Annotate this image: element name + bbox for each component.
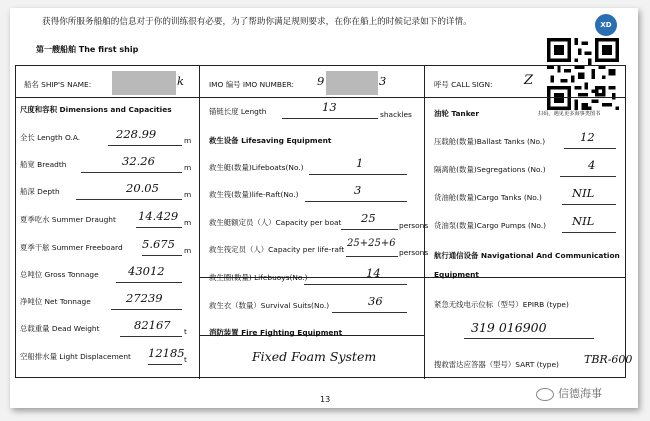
segregations-value: 4 [588, 158, 596, 172]
tanker-heading: 油轮 Tanker [434, 109, 480, 118]
sart-label: 搜救雷达应答器（型号）SART (type) [434, 360, 559, 369]
anchor-chain-unit: shackles [380, 110, 412, 119]
intro-text: 获得你所服务船舶的信息对于你的训练很有必要，为了帮助你满足规则要求，在你在船上的时候记录如下的详情。 [42, 17, 472, 27]
summer-draught-value: 14.429 [138, 209, 179, 223]
capacity-per-boat-value: 25 [361, 211, 376, 225]
capacity-per-raft-unit: persons [399, 248, 429, 257]
epirb-label: 紧急无线电示位标（型号）EPIRB (type) [434, 300, 569, 309]
light-displacement-value: 12185 [148, 346, 185, 360]
breadth-value: 32.26 [122, 154, 155, 168]
redacted-imo-number [326, 71, 378, 95]
watermark [536, 385, 602, 401]
net-tonnage-value: 27239 [126, 291, 163, 305]
cargo-pumps-value: NIL [572, 214, 595, 228]
summer-freeboard-value: 5.675 [142, 237, 175, 251]
form-page [10, 8, 638, 408]
ship-name-label: 船名 SHIP'S NAME: [24, 80, 92, 89]
lifeboats-label: 救生艇(数量)Lifeboats(No.) [209, 163, 304, 172]
nav-comm-heading-cont: Equipment [434, 270, 479, 279]
depth-value: 20.05 [126, 181, 159, 195]
ship-name-value: k [177, 74, 184, 88]
ballast-tanks-value: 12 [580, 130, 595, 144]
wechat-icon [536, 388, 554, 401]
fire-fighting-value: Fixed Foam System [252, 349, 377, 364]
breadth-unit: m [184, 163, 192, 172]
dead-weight-value: 82167 [134, 318, 171, 332]
lifeboats-value: 1 [356, 156, 364, 170]
lifebuoys-value: 14 [366, 266, 381, 280]
summer-draught-label: 夏季吃水 Summer Draught [20, 215, 116, 224]
imo-label: IMO 编号 IMO NUMBER: [209, 80, 295, 89]
cargo-tanks-value: NIL [572, 186, 595, 200]
summer-freeboard-unit: m [184, 246, 192, 255]
imo-value-end: 3 [379, 74, 387, 88]
net-tonnage-label: 净吨位 Net Tonnage [20, 297, 91, 306]
sart-value: TBR-600 [584, 353, 633, 366]
redacted-ship-name [112, 71, 176, 95]
gross-tonnage-label: 总吨位 Gross Tonnage [20, 270, 99, 279]
watermark-text: 信德海事 [558, 387, 602, 400]
survival-suits-value: 36 [368, 294, 383, 308]
lifebuoys-label: 救生圈(数量) Lifebuoys(No.) [209, 273, 308, 282]
summer-freeboard-label: 夏季干舷 Summer Freeboard [20, 243, 123, 252]
capacity-per-boat-label: 救生艇额定员（人）Capacity per boat [209, 218, 342, 227]
epirb-value: 319 016900 [471, 320, 547, 335]
ballast-tanks-label: 压载舱(数量)Ballast Tanks (No.) [434, 137, 546, 146]
segregations-label: 隔离舱(数量)Segregations (No.) [434, 165, 546, 174]
survival-suits-label: 救生衣（数量）Survival Suits(No.) [209, 301, 330, 310]
page-number: 13 [320, 395, 331, 404]
call-sign-label: 呼号 CALL SIGN: [434, 80, 493, 89]
anchor-chain-label: 锚链长度 Length [209, 107, 267, 116]
summer-draught-unit: m [184, 218, 192, 227]
section-title: 第一艘船舶 The first ship [36, 45, 139, 54]
dead-weight-unit: t [184, 327, 187, 336]
qr-caption: 扫码，遇见更多海事类图书 [538, 111, 601, 117]
light-displacement-label: 空船排水量 Light Displacement [20, 352, 131, 361]
life-rafts-value: 3 [354, 183, 362, 197]
depth-label: 船深 Depth [20, 187, 60, 196]
cargo-tanks-label: 货油舱(数量)Cargo Tanks (No.) [434, 193, 542, 202]
life-rafts-label: 救生筏(数量)life-Raft(No.) [209, 190, 299, 199]
length-oa-value: 228.99 [116, 127, 157, 141]
cargo-pumps-label: 货油泵(数量)Cargo Pumps (No.) [434, 221, 547, 230]
dimensions-heading: 尺度和容积 Dimensions and Capacities [20, 105, 172, 114]
length-oa-label: 全长 Length O.A. [20, 133, 81, 142]
length-oa-unit: m [184, 136, 192, 145]
capacity-per-raft-value: 25+25+6 [347, 238, 396, 249]
capacity-per-boat-unit: persons [399, 221, 429, 230]
breadth-label: 船宽 Breadth [20, 160, 67, 169]
light-displacement-unit: t [184, 355, 187, 364]
capacity-per-raft-label: 救生筏定员（人）Capacity per life-raft [209, 245, 345, 254]
ship-details-table [15, 65, 633, 378]
dead-weight-label: 总载重量 Dead Weight [20, 324, 100, 333]
imo-value-start: 9 [317, 74, 325, 88]
gross-tonnage-value: 43012 [128, 264, 165, 278]
fire-fighting-heading: 消防装置 Fire Fighting Equipment [209, 328, 343, 337]
nav-comm-heading: 航行通信设备 Navigational And Communication [434, 251, 620, 260]
anchor-chain-value: 13 [322, 100, 337, 114]
publisher-logo: XD [595, 14, 617, 36]
lifesaving-heading: 救生设备 Lifesaving Equipment [209, 136, 332, 145]
call-sign-value: Z [524, 73, 534, 88]
depth-unit: m [184, 190, 192, 199]
